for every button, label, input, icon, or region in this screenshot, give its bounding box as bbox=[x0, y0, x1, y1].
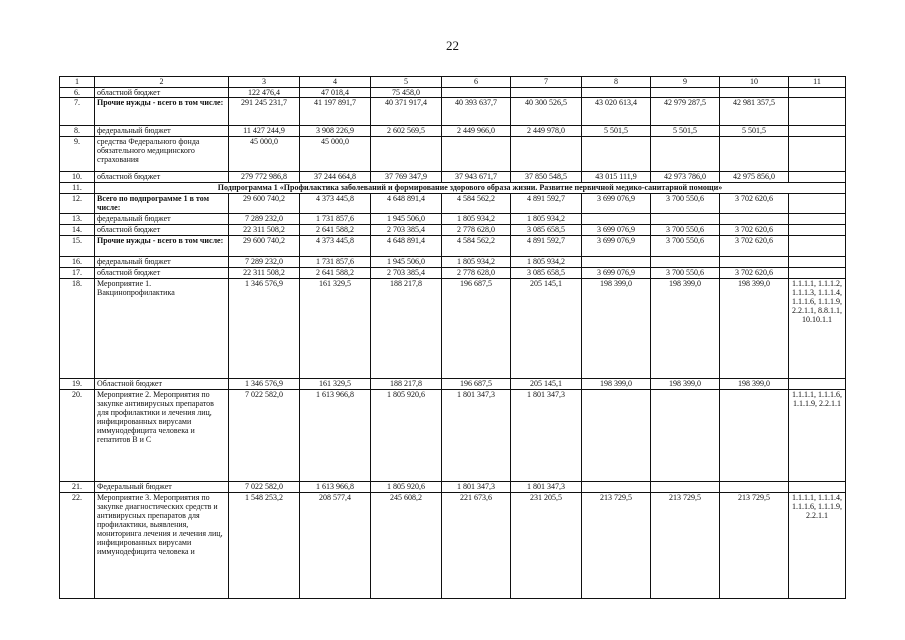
amount-cell: 245 608,2 bbox=[371, 493, 442, 599]
column-number: 6 bbox=[442, 77, 511, 88]
description-cell: Всего по подпрограмме 1 в том числе: bbox=[95, 194, 229, 214]
table-row bbox=[60, 279, 846, 379]
amount-cell: 1 945 506,0 bbox=[371, 257, 442, 268]
indicator-codes-cell bbox=[789, 172, 846, 183]
amount-cell: 196 687,5 bbox=[442, 379, 511, 390]
amount-cell: 231 205,5 bbox=[511, 493, 582, 599]
amount-cell: 40 393 637,7 bbox=[442, 98, 511, 126]
amount-cell: 161 329,5 bbox=[300, 379, 371, 390]
column-number: 5 bbox=[371, 77, 442, 88]
description-cell: Мероприятие 1. Вакцинопрофилактика bbox=[95, 279, 229, 379]
row-number-cell: 15. bbox=[60, 236, 95, 257]
amount-cell: 37 850 548,5 bbox=[511, 172, 582, 183]
row-number-cell: 12. bbox=[60, 194, 95, 214]
description-cell: Федеральный бюджет bbox=[95, 482, 229, 493]
amount-cell: 4 373 445,8 bbox=[300, 194, 371, 214]
subprogram-row bbox=[60, 183, 846, 194]
amount-cell bbox=[720, 257, 789, 268]
amount-cell: 213 729,5 bbox=[582, 493, 651, 599]
description-cell: федеральный бюджет bbox=[95, 214, 229, 225]
amount-cell bbox=[651, 214, 720, 225]
amount-cell: 45 000,0 bbox=[229, 137, 300, 172]
table-row bbox=[60, 88, 846, 98]
amount-cell bbox=[651, 137, 720, 172]
amount-cell: 47 018,4 bbox=[300, 88, 371, 98]
table-row bbox=[60, 214, 846, 225]
description-cell: Областной бюджет bbox=[95, 379, 229, 390]
indicator-codes-cell bbox=[789, 88, 846, 98]
column-number: 9 bbox=[651, 77, 720, 88]
amount-cell: 221 673,6 bbox=[442, 493, 511, 599]
indicator-codes-cell bbox=[789, 126, 846, 137]
row-number-cell: 14. bbox=[60, 225, 95, 236]
column-number: 10 bbox=[720, 77, 789, 88]
amount-cell: 40 300 526,5 bbox=[511, 98, 582, 126]
row-number-cell: 22. bbox=[60, 493, 95, 599]
indicator-codes-cell: 1.1.1.1, 1.1.1.4, 1.1.1.6, 1.1.1.9, 2.2.1.1 bbox=[789, 493, 846, 599]
amount-cell: 42 975 856,0 bbox=[720, 172, 789, 183]
amount-cell: 2 778 628,0 bbox=[442, 225, 511, 236]
amount-cell: 2 602 569,5 bbox=[371, 126, 442, 137]
row-number-cell: 20. bbox=[60, 390, 95, 482]
indicator-codes-cell bbox=[789, 379, 846, 390]
description-cell: федеральный бюджет bbox=[95, 257, 229, 268]
amount-cell: 3 702 620,6 bbox=[720, 268, 789, 279]
amount-cell: 1 805 934,2 bbox=[442, 214, 511, 225]
amount-cell: 7 022 582,0 bbox=[229, 390, 300, 482]
amount-cell: 188 217,8 bbox=[371, 379, 442, 390]
amount-cell: 11 427 244,9 bbox=[229, 126, 300, 137]
amount-cell bbox=[720, 88, 789, 98]
amount-cell: 22 311 508,2 bbox=[229, 268, 300, 279]
amount-cell: 161 329,5 bbox=[300, 279, 371, 379]
amount-cell bbox=[371, 137, 442, 172]
row-number-cell: 21. bbox=[60, 482, 95, 493]
table-row bbox=[60, 257, 846, 268]
amount-cell: 3 702 620,6 bbox=[720, 236, 789, 257]
amount-cell bbox=[582, 482, 651, 493]
indicator-codes-cell bbox=[789, 214, 846, 225]
description-cell: Прочие нужды - всего в том числе: bbox=[95, 98, 229, 126]
amount-cell bbox=[651, 88, 720, 98]
description-cell: областной бюджет bbox=[95, 88, 229, 98]
amount-cell: 3 699 076,9 bbox=[582, 225, 651, 236]
amount-cell bbox=[442, 88, 511, 98]
amount-cell: 29 600 740,2 bbox=[229, 194, 300, 214]
amount-cell: 1 731 857,6 bbox=[300, 214, 371, 225]
row-number-cell: 7. bbox=[60, 98, 95, 126]
column-number: 1 bbox=[60, 77, 95, 88]
amount-cell: 198 399,0 bbox=[720, 379, 789, 390]
amount-cell: 1 805 920,6 bbox=[371, 482, 442, 493]
column-number-row bbox=[60, 77, 846, 88]
amount-cell: 29 600 740,2 bbox=[229, 236, 300, 257]
amount-cell: 3 085 658,5 bbox=[511, 268, 582, 279]
amount-cell: 37 769 347,9 bbox=[371, 172, 442, 183]
indicator-codes-cell bbox=[789, 225, 846, 236]
row-number-cell: 6. bbox=[60, 88, 95, 98]
amount-cell: 213 729,5 bbox=[720, 493, 789, 599]
amount-cell bbox=[651, 257, 720, 268]
amount-cell: 205 145,1 bbox=[511, 279, 582, 379]
amount-cell: 196 687,5 bbox=[442, 279, 511, 379]
table-row bbox=[60, 194, 846, 214]
table-body bbox=[60, 77, 846, 599]
indicator-codes-cell: 1.1.1.1, 1.1.1.6, 1.1.1.9, 2.2.1.1 bbox=[789, 390, 846, 482]
amount-cell: 4 648 891,4 bbox=[371, 194, 442, 214]
amount-cell: 2 703 385,4 bbox=[371, 268, 442, 279]
table-row bbox=[60, 236, 846, 257]
amount-cell: 75 458,0 bbox=[371, 88, 442, 98]
table-row bbox=[60, 390, 846, 482]
column-number: 4 bbox=[300, 77, 371, 88]
amount-cell: 3 700 550,6 bbox=[651, 236, 720, 257]
budget-table bbox=[59, 76, 846, 599]
column-number: 11 bbox=[789, 77, 846, 88]
amount-cell bbox=[511, 88, 582, 98]
amount-cell: 1 801 347,3 bbox=[442, 482, 511, 493]
row-number-cell: 8. bbox=[60, 126, 95, 137]
amount-cell bbox=[720, 390, 789, 482]
amount-cell: 1 801 347,3 bbox=[511, 482, 582, 493]
indicator-codes-cell bbox=[789, 268, 846, 279]
amount-cell: 213 729,5 bbox=[651, 493, 720, 599]
column-number: 8 bbox=[582, 77, 651, 88]
amount-cell: 22 311 508,2 bbox=[229, 225, 300, 236]
description-cell: областной бюджет bbox=[95, 225, 229, 236]
amount-cell: 4 891 592,7 bbox=[511, 236, 582, 257]
table-row bbox=[60, 172, 846, 183]
page-number: 22 bbox=[446, 38, 459, 53]
amount-cell: 198 399,0 bbox=[651, 379, 720, 390]
amount-cell: 2 449 978,0 bbox=[511, 126, 582, 137]
table-row bbox=[60, 137, 846, 172]
amount-cell: 3 699 076,9 bbox=[582, 268, 651, 279]
row-number-cell: 18. bbox=[60, 279, 95, 379]
amount-cell: 3 700 550,6 bbox=[651, 194, 720, 214]
description-cell: Мероприятие 3. Мероприятия по закупке диагностических средств и антивирусных препаратов для профилактики, выявления, мониторинга лечения и лечения лиц, инфицированных вирусами иммунодефицита человека и bbox=[95, 493, 229, 599]
amount-cell bbox=[442, 137, 511, 172]
amount-cell: 3 702 620,6 bbox=[720, 194, 789, 214]
amount-cell: 198 399,0 bbox=[720, 279, 789, 379]
amount-cell: 4 584 562,2 bbox=[442, 236, 511, 257]
description-cell: Мероприятие 2. Мероприятия по закупке антивирусных препаратов для профилактики и лечения лиц, инфицированных вирусами иммунодефицита человека и гепатитов В и С bbox=[95, 390, 229, 482]
amount-cell: 1 613 966,8 bbox=[300, 390, 371, 482]
amount-cell bbox=[582, 88, 651, 98]
amount-cell: 37 943 671,7 bbox=[442, 172, 511, 183]
amount-cell: 1 346 576,9 bbox=[229, 379, 300, 390]
table-row bbox=[60, 482, 846, 493]
amount-cell: 5 501,5 bbox=[720, 126, 789, 137]
amount-cell bbox=[582, 257, 651, 268]
amount-cell: 1 801 347,3 bbox=[442, 390, 511, 482]
description-cell: Прочие нужды - всего в том числе: bbox=[95, 236, 229, 257]
amount-cell: 4 648 891,4 bbox=[371, 236, 442, 257]
table-row bbox=[60, 98, 846, 126]
amount-cell bbox=[582, 214, 651, 225]
column-number: 2 bbox=[95, 77, 229, 88]
table-row bbox=[60, 379, 846, 390]
description-cell: средства Федерального фонда обязательного медицинского страхования bbox=[95, 137, 229, 172]
amount-cell: 3 908 226,9 bbox=[300, 126, 371, 137]
amount-cell: 2 641 588,2 bbox=[300, 225, 371, 236]
description-cell: областной бюджет bbox=[95, 268, 229, 279]
amount-cell bbox=[511, 137, 582, 172]
amount-cell bbox=[720, 214, 789, 225]
indicator-codes-cell bbox=[789, 137, 846, 172]
amount-cell: 208 577,4 bbox=[300, 493, 371, 599]
indicator-codes-cell: 1.1.1.1, 1.1.1.2, 1.1.1.3, 1.1.1.4, 1.1.1.6, 1.1.1.9, 2.2.1.1, 8.8.1.1, 10.10.1.1 bbox=[789, 279, 846, 379]
amount-cell: 42 973 786,0 bbox=[651, 172, 720, 183]
amount-cell: 1 731 857,6 bbox=[300, 257, 371, 268]
amount-cell: 188 217,8 bbox=[371, 279, 442, 379]
amount-cell: 40 371 917,4 bbox=[371, 98, 442, 126]
table-row bbox=[60, 268, 846, 279]
table-row bbox=[60, 225, 846, 236]
amount-cell: 5 501,5 bbox=[651, 126, 720, 137]
amount-cell: 3 085 658,5 bbox=[511, 225, 582, 236]
amount-cell bbox=[651, 482, 720, 493]
indicator-codes-cell bbox=[789, 257, 846, 268]
column-number: 7 bbox=[511, 77, 582, 88]
amount-cell: 3 700 550,6 bbox=[651, 268, 720, 279]
row-number-cell: 19. bbox=[60, 379, 95, 390]
amount-cell: 3 699 076,9 bbox=[582, 194, 651, 214]
amount-cell bbox=[720, 137, 789, 172]
amount-cell: 1 346 576,9 bbox=[229, 279, 300, 379]
indicator-codes-cell bbox=[789, 482, 846, 493]
amount-cell: 4 373 445,8 bbox=[300, 236, 371, 257]
amount-cell: 43 015 111,9 bbox=[582, 172, 651, 183]
row-number-cell: 13. bbox=[60, 214, 95, 225]
amount-cell: 1 945 506,0 bbox=[371, 214, 442, 225]
amount-cell: 2 778 628,0 bbox=[442, 268, 511, 279]
amount-cell: 198 399,0 bbox=[651, 279, 720, 379]
amount-cell: 2 641 588,2 bbox=[300, 268, 371, 279]
amount-cell: 7 289 232,0 bbox=[229, 214, 300, 225]
amount-cell: 2 703 385,4 bbox=[371, 225, 442, 236]
amount-cell: 1 805 934,2 bbox=[442, 257, 511, 268]
amount-cell: 122 476,4 bbox=[229, 88, 300, 98]
amount-cell: 1 805 934,2 bbox=[511, 257, 582, 268]
indicator-codes-cell bbox=[789, 194, 846, 214]
amount-cell: 5 501,5 bbox=[582, 126, 651, 137]
amount-cell: 41 197 891,7 bbox=[300, 98, 371, 126]
row-number-cell: 9. bbox=[60, 137, 95, 172]
amount-cell: 7 289 232,0 bbox=[229, 257, 300, 268]
amount-cell: 3 699 076,9 bbox=[582, 236, 651, 257]
amount-cell bbox=[651, 390, 720, 482]
row-number-cell: 17. bbox=[60, 268, 95, 279]
amount-cell bbox=[582, 137, 651, 172]
amount-cell: 205 145,1 bbox=[511, 379, 582, 390]
amount-cell: 1 548 253,2 bbox=[229, 493, 300, 599]
amount-cell bbox=[582, 390, 651, 482]
table-row bbox=[60, 126, 846, 137]
amount-cell: 42 979 287,5 bbox=[651, 98, 720, 126]
amount-cell: 2 449 966,0 bbox=[442, 126, 511, 137]
description-cell: федеральный бюджет bbox=[95, 126, 229, 137]
row-number-cell: 16. bbox=[60, 257, 95, 268]
row-number-cell: 10. bbox=[60, 172, 95, 183]
indicator-codes-cell bbox=[789, 236, 846, 257]
amount-cell bbox=[720, 482, 789, 493]
amount-cell: 3 700 550,6 bbox=[651, 225, 720, 236]
row-number-cell: 11. bbox=[60, 183, 95, 194]
amount-cell: 279 772 986,8 bbox=[229, 172, 300, 183]
amount-cell: 43 020 613,4 bbox=[582, 98, 651, 126]
description-cell: областной бюджет bbox=[95, 172, 229, 183]
amount-cell: 1 613 966,8 bbox=[300, 482, 371, 493]
amount-cell: 37 244 664,8 bbox=[300, 172, 371, 183]
amount-cell: 7 022 582,0 bbox=[229, 482, 300, 493]
amount-cell: 1 805 920,6 bbox=[371, 390, 442, 482]
amount-cell: 3 702 620,6 bbox=[720, 225, 789, 236]
amount-cell: 198 399,0 bbox=[582, 379, 651, 390]
subprogram-title-cell: Подпрограмма 1 «Профилактика заболеваний и формирование здорового образа жизни. Развитие первичной медико-санитарной помощи» bbox=[95, 183, 846, 194]
column-number: 3 bbox=[229, 77, 300, 88]
table-row bbox=[60, 493, 846, 599]
amount-cell: 1 805 934,2 bbox=[511, 214, 582, 225]
amount-cell: 291 245 231,7 bbox=[229, 98, 300, 126]
amount-cell: 45 000,0 bbox=[300, 137, 371, 172]
amount-cell: 4 891 592,7 bbox=[511, 194, 582, 214]
amount-cell: 198 399,0 bbox=[582, 279, 651, 379]
amount-cell: 4 584 562,2 bbox=[442, 194, 511, 214]
amount-cell: 1 801 347,3 bbox=[511, 390, 582, 482]
indicator-codes-cell bbox=[789, 98, 846, 126]
amount-cell: 42 981 357,5 bbox=[720, 98, 789, 126]
